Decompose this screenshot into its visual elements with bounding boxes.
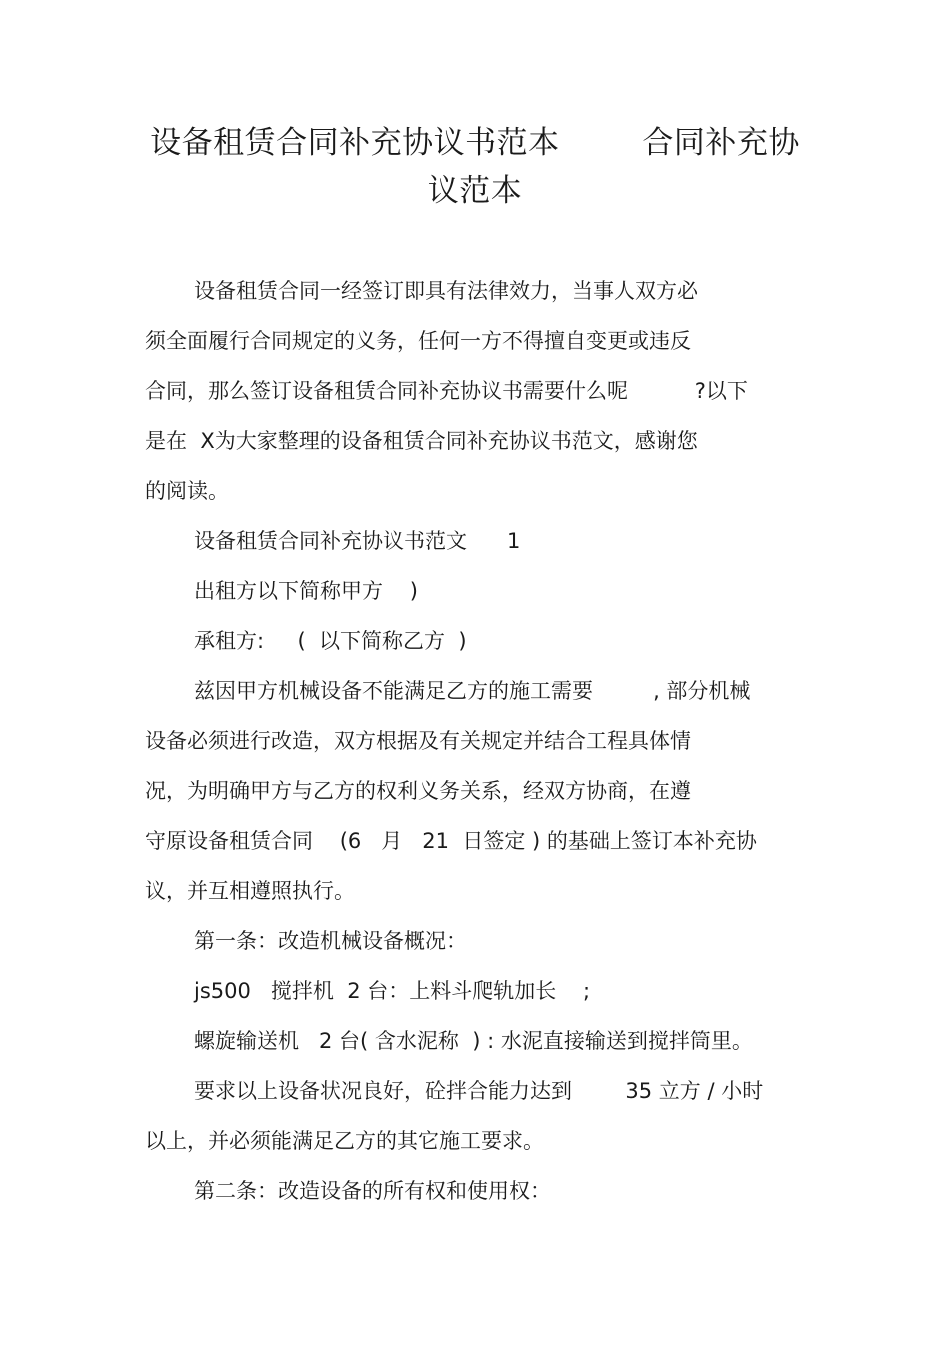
paragraph-line: 螺旋输送机 2 台( 含水泥称 ) : 水泥直接输送到搅拌筒里。	[194, 1029, 753, 1053]
paragraph-line: 的阅读。	[145, 479, 229, 503]
document-title-line-1: 设备租赁合同补充协议书范本 合同补充协	[150, 125, 800, 161]
document-title-line-2: 议范本	[427, 173, 523, 209]
paragraph-line: 合同，那么签订设备租赁合同补充协议书需要什么呢 ?以下	[145, 379, 748, 403]
paragraph-line: 设备必须进行改造，双方根据及有关规定并结合工程具体情	[145, 729, 691, 753]
clause-heading: 第二条：改造设备的所有权和使用权：	[194, 1179, 551, 1203]
paragraph-line: 兹因甲方机械设备不能满足乙方的施工需要 , 部分机械	[194, 679, 751, 703]
section-heading: 设备租赁合同补充协议书范文 1	[194, 529, 521, 553]
paragraph-line: 是在 X为大家整理的设备租赁合同补充协议书范文，感谢您	[145, 429, 698, 453]
paragraph-line: 须全面履行合同规定的义务，任何一方不得擅自变更或违反	[145, 329, 691, 353]
clause-heading: 第一条：改造机械设备概况：	[194, 929, 467, 953]
paragraph-line: 以上，并必须能满足乙方的其它施工要求。	[145, 1129, 544, 1153]
paragraph-line: 出租方以下简称甲方 )	[194, 579, 418, 603]
paragraph-line: 要求以上设备状况良好，砼拌合能力达到 35 立方 / 小时	[194, 1079, 764, 1103]
paragraph-line: js500 搅拌机 2 台：上料斗爬轨加长 ;	[194, 979, 591, 1003]
paragraph-line: 议，并互相遵照执行。	[145, 879, 355, 903]
paragraph-line: 守原设备租赁合同 (6 月 21 日签定 ) 的基础上签订本补充协	[145, 829, 757, 853]
paragraph-line: 承租方: ( 以下简称乙方 )	[194, 629, 467, 653]
paragraph-line: 设备租赁合同一经签订即具有法律效力，当事人双方必	[194, 279, 698, 303]
paragraph-line: 况，为明确甲方与乙方的权利义务关系，经双方协商，在遵	[145, 779, 691, 803]
